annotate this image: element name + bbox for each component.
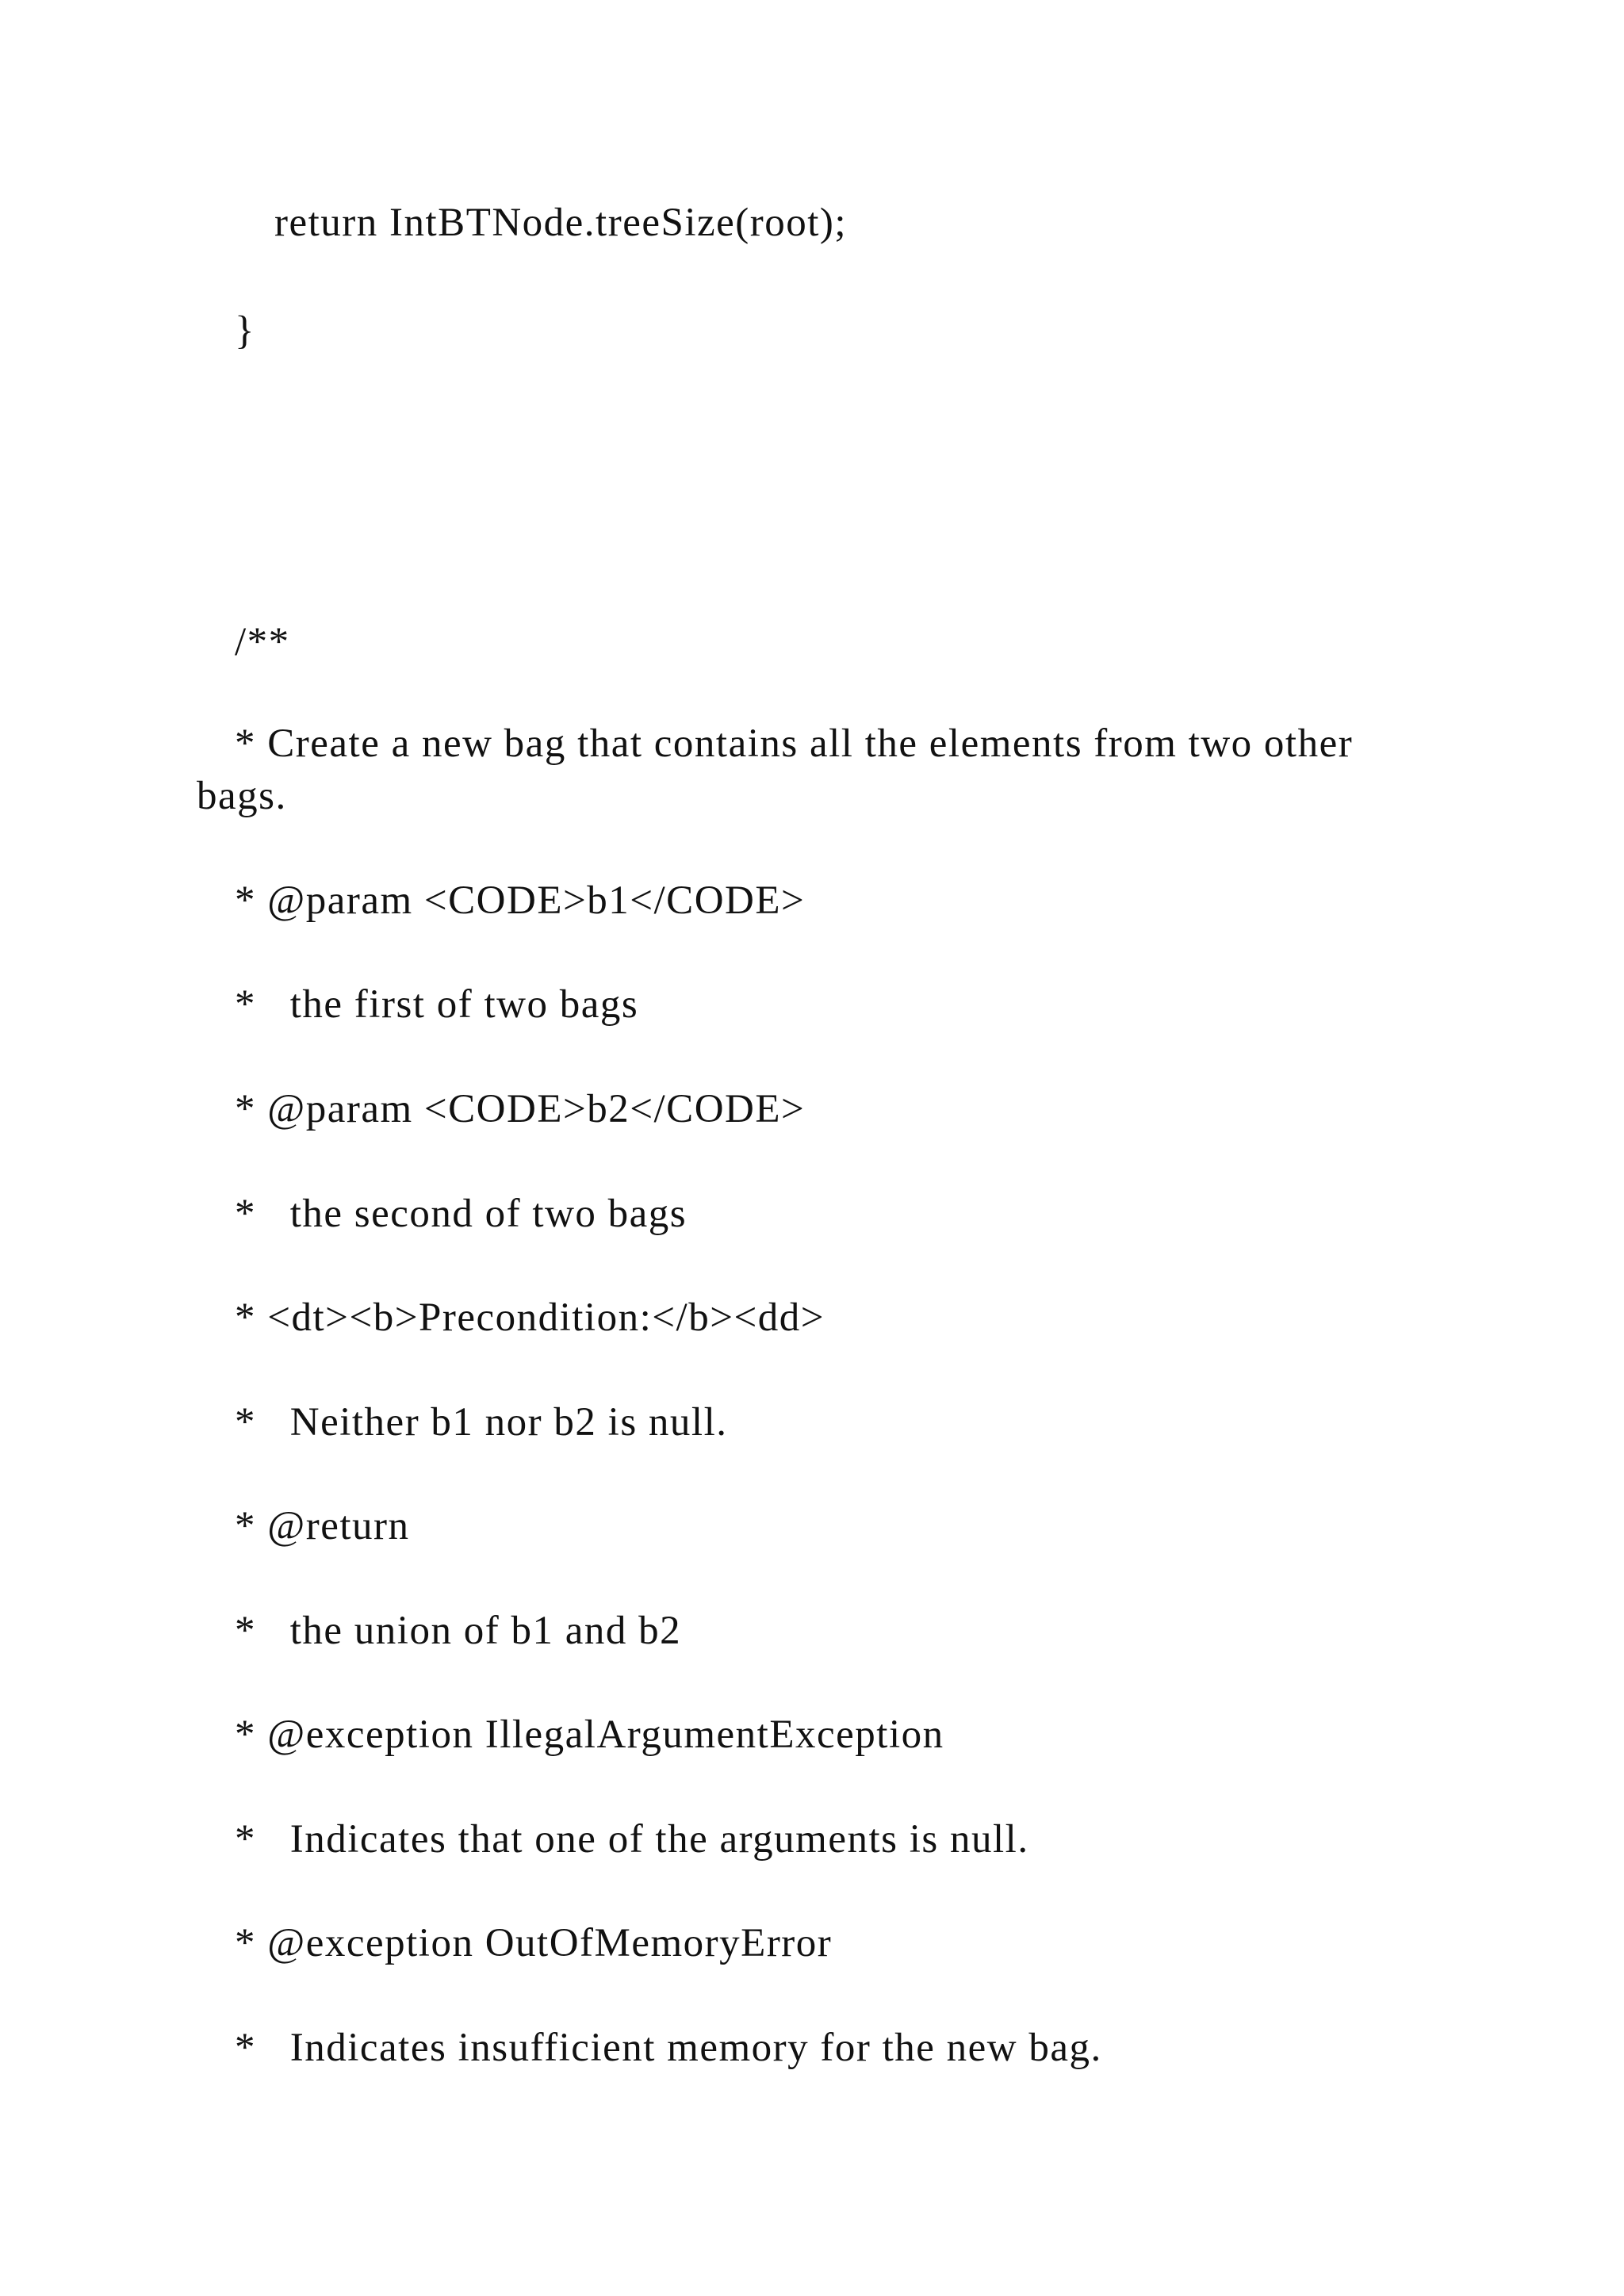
comment-precondition: * <dt><b>Precondition:</b><dd> [235,1295,825,1340]
code-line-return: return IntBTNode.treeSize(root); [274,201,848,245]
comment-exception-illegal-argument-desc: * Indicates that one of the arguments is null. [235,1817,1029,1862]
comment-return-desc: * the union of b1 and b2 [235,1609,682,1653]
comment-description: * Create a new bag that contains all the elements from two other bags. [197,721,1354,818]
comment-open: /** [235,620,290,664]
comment-param-b2-desc: * the second of two bags [235,1192,688,1236]
comment-return: * @return [235,1504,410,1548]
comment-param-b1-desc: * the first of two bags [235,982,639,1027]
comment-param-b2: * @param <CODE>b2</CODE> [235,1087,806,1131]
comment-exception-out-of-memory-desc: * Indicates insufficient memory for the new bag. [235,2026,1102,2070]
comment-exception-illegal-argument: * @exception IllegalArgumentException [235,1712,944,1757]
comment-precondition-desc: * Neither b1 nor b2 is null. [235,1400,728,1445]
comment-exception-out-of-memory: * @exception OutOfMemoryError [235,1921,833,1965]
code-line-closing-brace: } [235,308,255,353]
comment-param-b1: * @param <CODE>b1</CODE> [235,878,806,923]
